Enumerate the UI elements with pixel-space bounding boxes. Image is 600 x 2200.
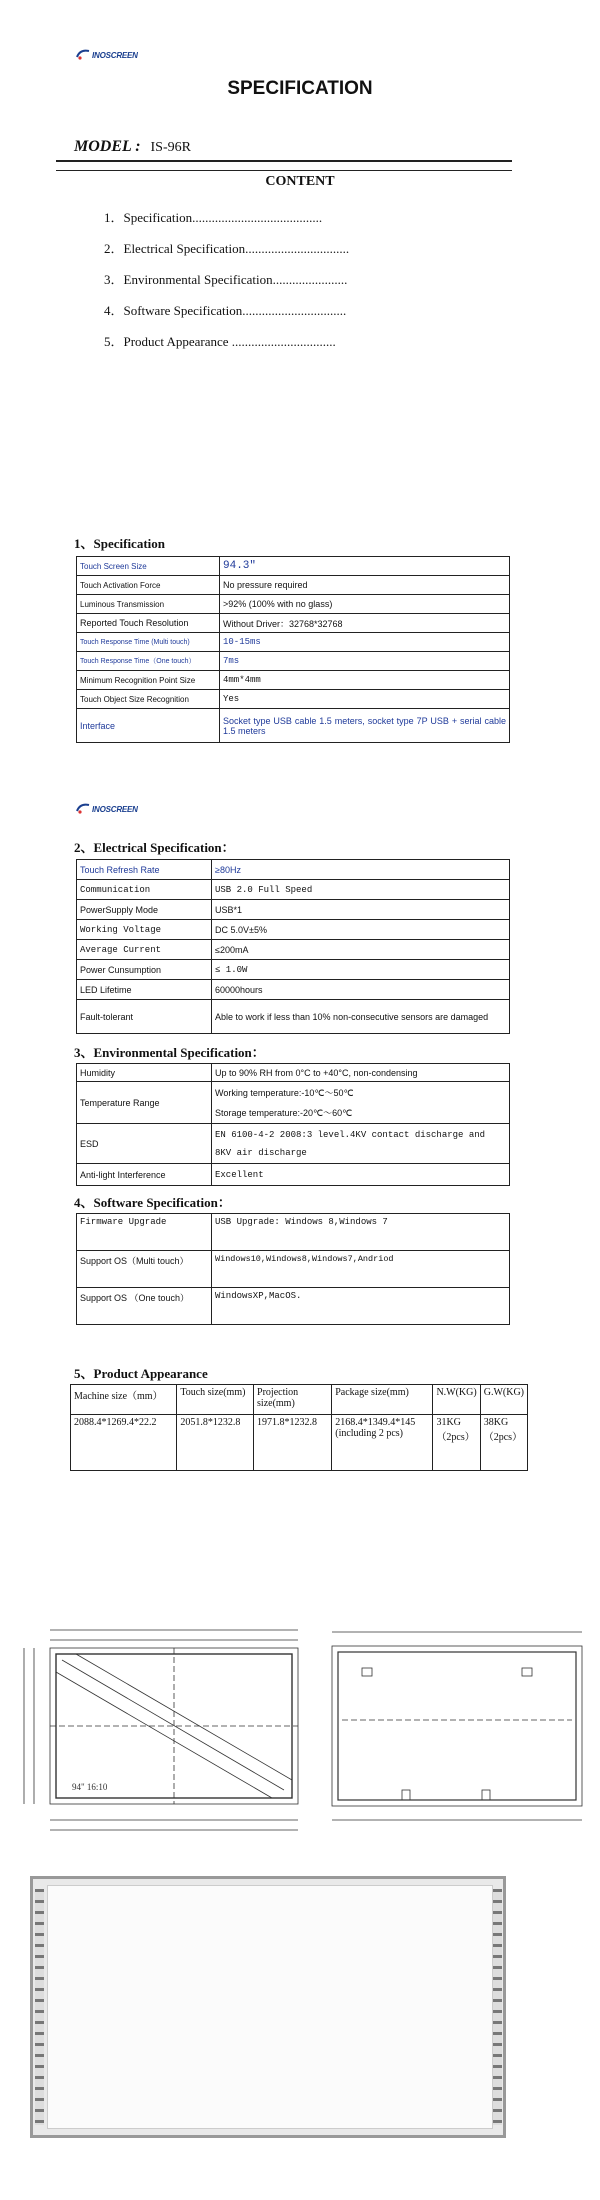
screen-outline	[338, 1652, 576, 1800]
environment-value: Storage temperature:-20℃～60℃	[212, 1103, 510, 1124]
model-label: MODEL :	[74, 138, 141, 155]
table-cell: 38KG （2pcs）	[480, 1415, 527, 1471]
table-cell: 1971.8*1232.8	[254, 1415, 332, 1471]
product-photo	[30, 1876, 506, 2138]
spec-value: Yes	[220, 690, 510, 709]
electrical-label: Working Voltage	[77, 920, 212, 940]
spec-label: Interface	[77, 709, 220, 743]
column-header: Machine size（mm）	[71, 1385, 177, 1415]
table-cell: 31KG （2pcs）	[433, 1415, 480, 1471]
environment-label: Humidity	[77, 1064, 212, 1082]
software-label: Support OS （One touch）	[77, 1288, 212, 1325]
electrical-value: ≥80Hz	[212, 860, 510, 880]
right-toolbar	[493, 1889, 502, 2125]
table-row	[77, 690, 510, 709]
mount-bracket	[482, 1790, 490, 1800]
content-title: CONTENT	[265, 174, 335, 189]
spec-label: Touch Response Time（One touch）	[77, 652, 220, 671]
table-row	[77, 633, 510, 652]
environment-value: EN 6100-4-2 2008:3 level.4KV contact discharge and 8KV air discharge	[212, 1124, 510, 1164]
environment-value: Up to 90% RH from 0°C to +40°C, non-condensing	[212, 1064, 510, 1082]
software-label: Firmware Upgrade	[77, 1214, 212, 1251]
environmental-table	[76, 1063, 510, 1186]
table-row	[77, 557, 510, 576]
left-toolbar	[35, 1889, 44, 2125]
table-row	[77, 860, 510, 880]
electrical-label: Fault-tolerant	[77, 1000, 212, 1034]
table-row	[77, 1214, 510, 1251]
header-rule-thin	[56, 170, 512, 171]
table-cell: 2168.4*1349.4*145 (including 2 pcs)	[332, 1415, 433, 1471]
column-header: N.W(KG)	[433, 1385, 480, 1415]
section-heading-electrical: 2、Electrical Specification：	[74, 840, 235, 855]
board-surface	[47, 1885, 493, 2129]
logo-swoosh-icon	[76, 802, 90, 816]
spec-value: 7ms	[220, 652, 510, 671]
header-rule	[56, 160, 512, 162]
software-label: Support OS（Multi touch）	[77, 1251, 212, 1288]
spec-label: Touch Activation Force	[77, 576, 220, 595]
environment-label: Anti-light Interference	[77, 1164, 212, 1186]
page-title: SPECIFICATION	[227, 78, 373, 99]
table-row	[77, 671, 510, 690]
table-row	[77, 1288, 510, 1325]
table-cell: 2088.4*1269.4*22.2	[71, 1415, 177, 1471]
table-header-row	[71, 1385, 528, 1415]
table-row	[71, 1415, 528, 1471]
table-row	[77, 1124, 510, 1164]
spec-label: Minimum Recognition Point Size	[77, 671, 220, 690]
electrical-value: ≤ 1.0W	[212, 960, 510, 980]
section-heading-environmental: 3、Environmental Specification：	[74, 1045, 265, 1060]
spec-label: Touch Object Size Recognition	[77, 690, 220, 709]
software-value: WindowsXP,MacOS.	[212, 1288, 510, 1325]
spec-value: >92% (100% with no glass)	[220, 595, 510, 614]
table-row	[77, 595, 510, 614]
electrical-label: PowerSupply Mode	[77, 900, 212, 920]
model-value: IS-96R	[150, 140, 191, 155]
table-row	[77, 920, 510, 940]
software-value: USB Upgrade: Windows 8,Windows 7	[212, 1214, 510, 1251]
logo-swoosh-icon	[76, 48, 90, 62]
electrical-label: Communication	[77, 880, 212, 900]
spec-label: Reported Touch Resolution	[77, 614, 220, 633]
model-line	[74, 138, 191, 156]
front-view-drawing	[12, 1620, 312, 1840]
environment-label: ESD	[77, 1124, 212, 1164]
mount-bracket	[362, 1668, 372, 1676]
mount-bracket	[522, 1668, 532, 1676]
table-row	[77, 652, 510, 671]
logo-text: INOSCREEN	[92, 804, 138, 814]
spec-value: 94.3"	[220, 557, 510, 576]
column-header: Touch size(mm)	[177, 1385, 254, 1415]
diagonal-line	[62, 1660, 284, 1790]
appearance-table	[70, 1384, 528, 1471]
table-row	[77, 614, 510, 633]
table-row	[77, 900, 510, 920]
table-row	[77, 1082, 510, 1103]
column-header: G.W(KG)	[480, 1385, 527, 1415]
electrical-label: LED Lifetime	[77, 980, 212, 1000]
table-row	[77, 709, 510, 743]
brand-logo	[76, 48, 138, 62]
table-row	[77, 980, 510, 1000]
electrical-value: Able to work if less than 10% non-consecutive sensors are damaged	[212, 1000, 510, 1034]
table-row	[77, 576, 510, 595]
electrical-label: Average Current	[77, 940, 212, 960]
column-header: Projection size(mm)	[254, 1385, 332, 1415]
diagonal-line	[56, 1672, 272, 1798]
spec-value: No pressure required	[220, 576, 510, 595]
electrical-value: DC 5.0V±5%	[212, 920, 510, 940]
section-heading-specification: 1、Specification	[74, 536, 165, 551]
size-label: 94" 16:10	[72, 1782, 108, 1792]
electrical-table	[76, 859, 510, 1034]
diagonal-line	[76, 1654, 292, 1780]
back-view-drawing	[322, 1620, 592, 1840]
spec-value: Socket type USB cable 1.5 meters, socket type 7P USB + serial cable 1.5 meters	[220, 709, 510, 743]
electrical-value: ≤200mA	[212, 940, 510, 960]
mount-bracket	[402, 1790, 410, 1800]
environment-label: Temperature Range	[77, 1082, 212, 1124]
toc-item: 5．Product Appearance ................................	[104, 334, 336, 349]
spec-value: 10-15ms	[220, 633, 510, 652]
brand-logo	[76, 802, 138, 816]
toc-item: 1．Specification........................................	[104, 210, 323, 225]
section-heading-appearance: 5、Product Appearance	[74, 1366, 208, 1381]
electrical-value: 60000hours	[212, 980, 510, 1000]
spec-label: Touch Screen Size	[77, 557, 220, 576]
environment-value: Excellent	[212, 1164, 510, 1186]
section-heading-software: 4、Software Specification：	[74, 1195, 231, 1210]
table-row	[77, 1164, 510, 1186]
column-header: Package size(mm)	[332, 1385, 433, 1415]
toc-item: 2．Electrical Specification................................	[104, 241, 350, 256]
software-value: Windows10,Windows8,Windows7,Andriod	[212, 1251, 510, 1288]
electrical-label: Power Cunsumption	[77, 960, 212, 980]
specification-table	[76, 556, 510, 743]
table-row	[77, 1064, 510, 1082]
table-row	[77, 1251, 510, 1288]
spec-value: Without Driver：32768*32768	[220, 614, 510, 633]
software-table	[76, 1213, 510, 1325]
spec-value: 4mm*4mm	[220, 671, 510, 690]
toc-item: 3．Environmental Specification.......................	[104, 272, 348, 287]
table-row	[77, 880, 510, 900]
spec-label: Touch Response Time (Multi touch)	[77, 633, 220, 652]
frame-outline	[332, 1646, 582, 1806]
table-cell: 2051.8*1232.8	[177, 1415, 254, 1471]
electrical-value: USB*1	[212, 900, 510, 920]
toc-item: 4．Software Specification................................	[104, 303, 347, 318]
environment-value: Working temperature:-10℃～50℃	[212, 1082, 510, 1103]
table-row	[77, 1000, 510, 1034]
logo-text: INOSCREEN	[92, 50, 138, 60]
table-row	[77, 960, 510, 980]
electrical-value: USB 2.0 Full Speed	[212, 880, 510, 900]
table-row	[77, 940, 510, 960]
spec-label: Luminous Transmission	[77, 595, 220, 614]
electrical-label: Touch Refresh Rate	[77, 860, 212, 880]
